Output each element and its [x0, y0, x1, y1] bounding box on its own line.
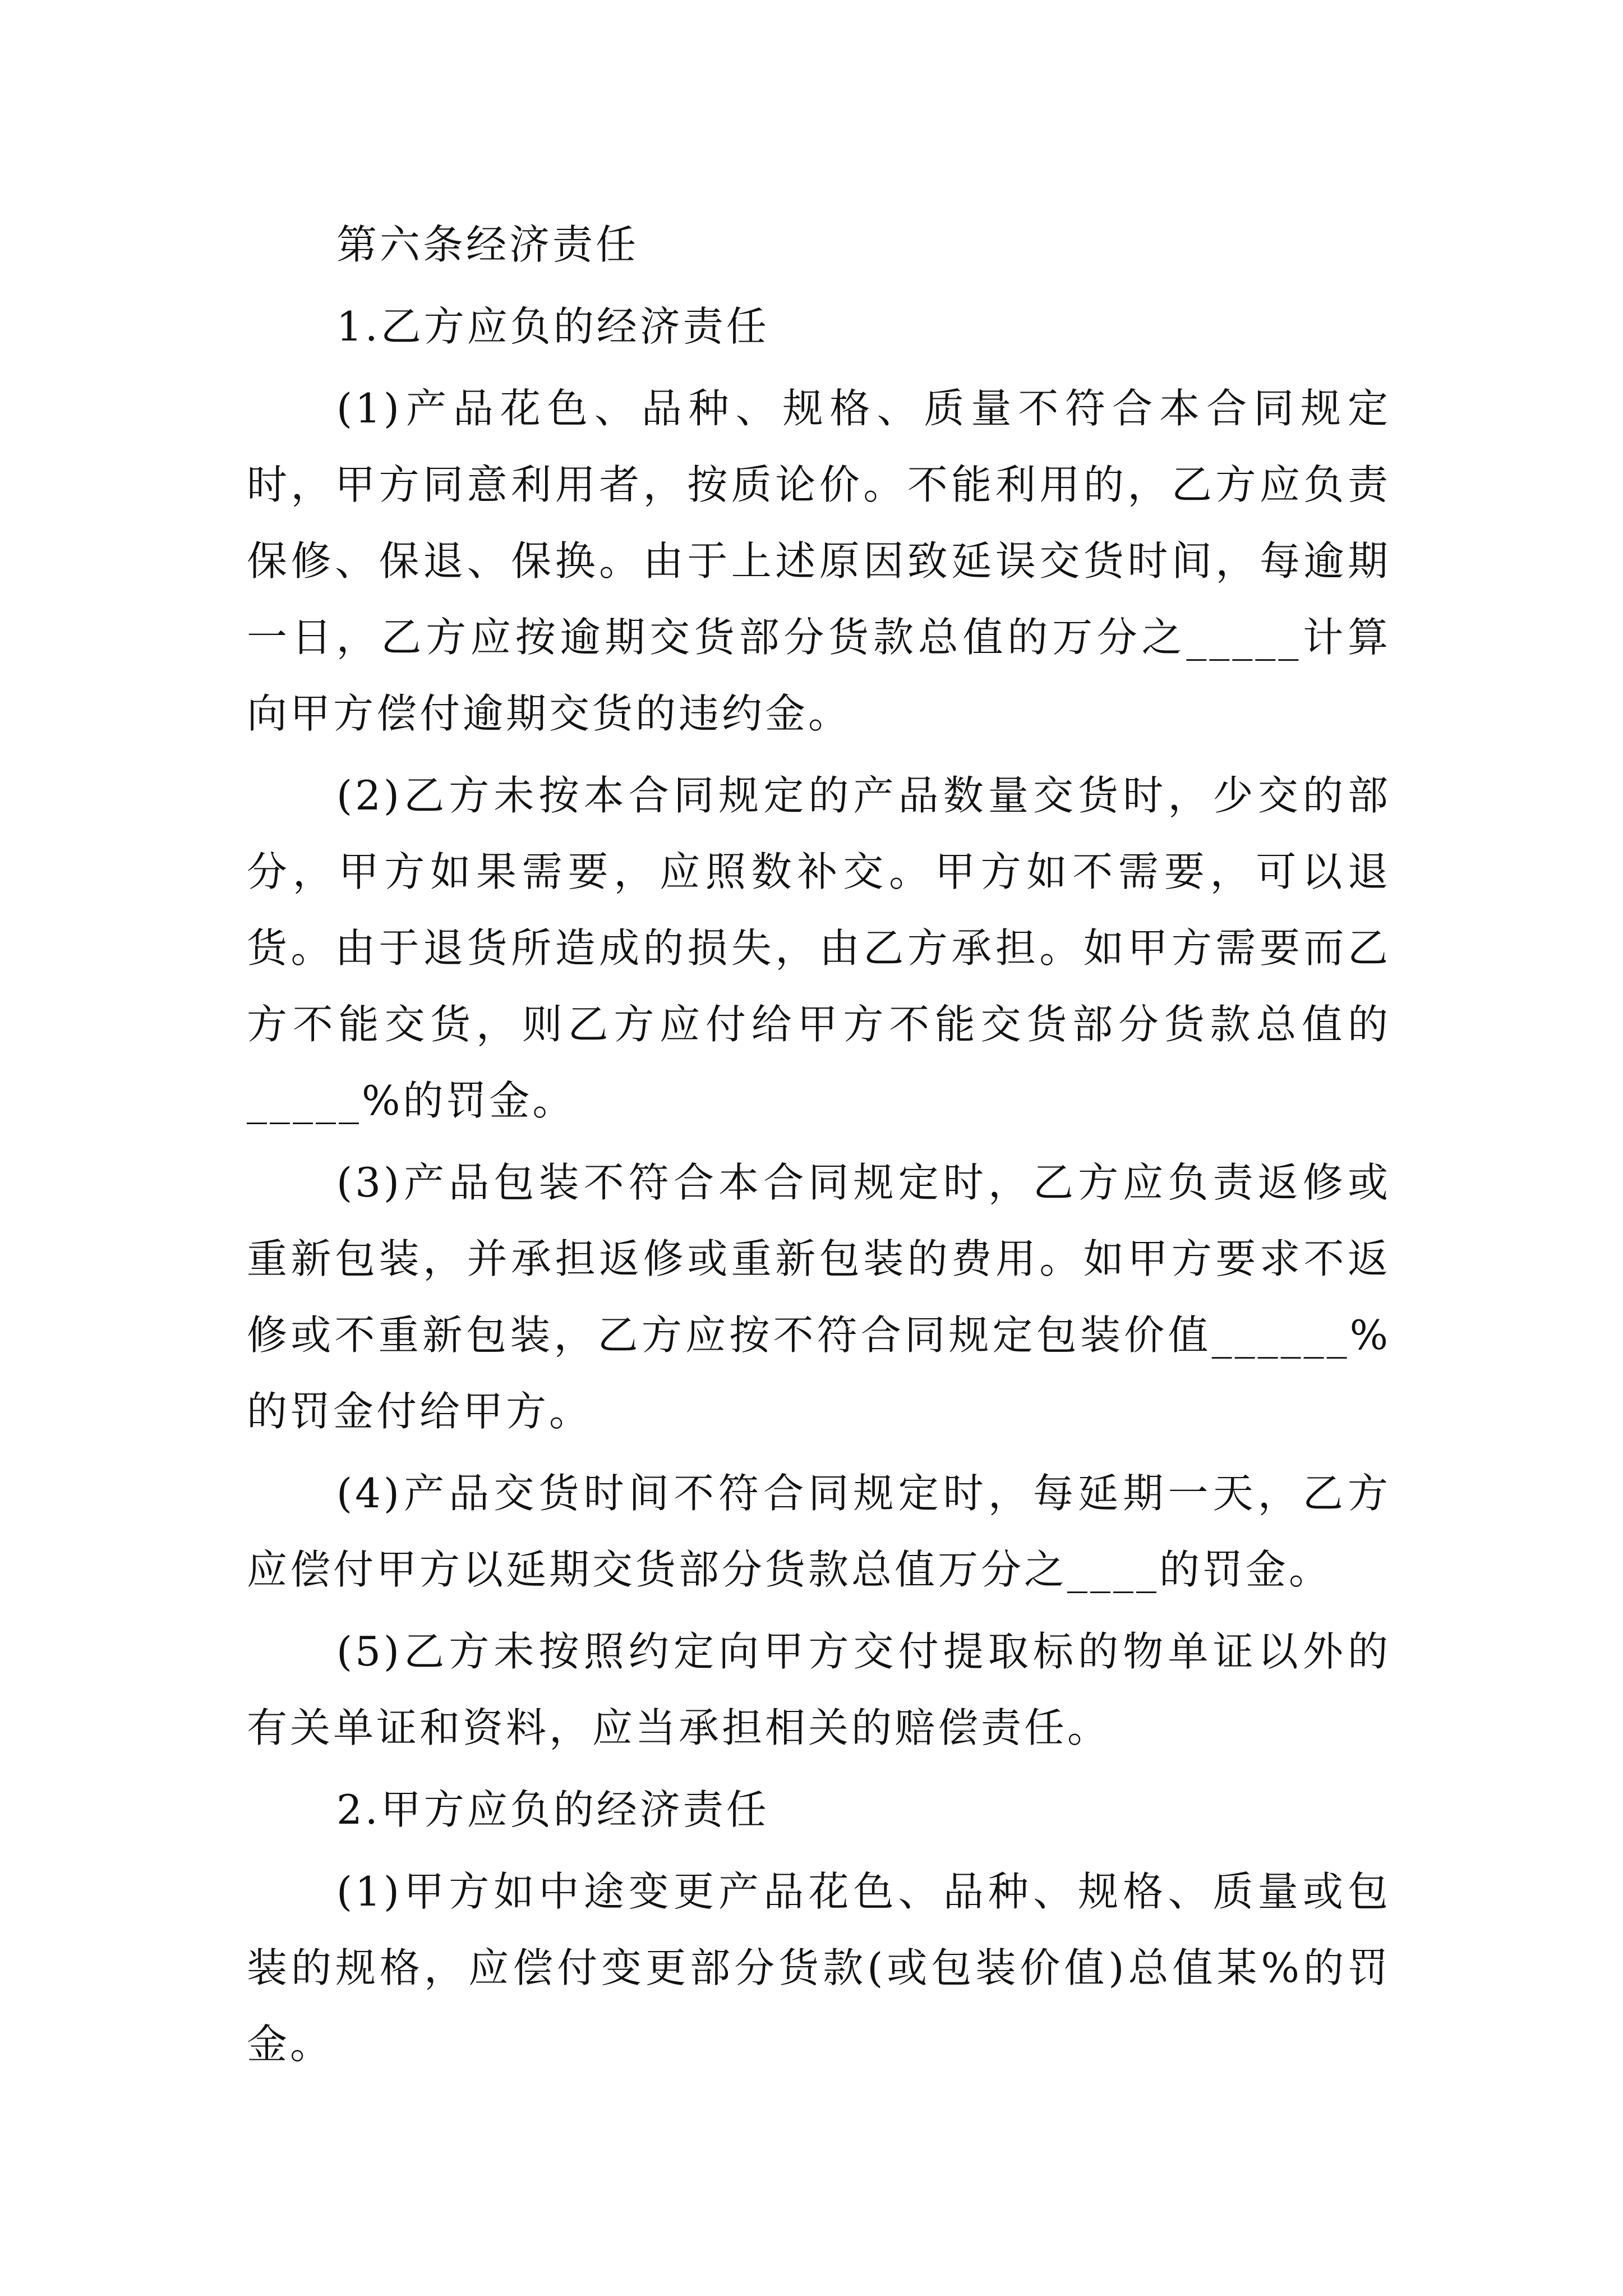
- clause-paragraph: (3)产品包装不符合本合同规定时，乙方应负责返修或重新包装，并承担返修或重新包装的费用。如甲方要求不返修或不重新包装，乙方应按不符合同规定包装价值______%的罚金付给甲方。: [247, 1159, 1391, 1435]
- clause-paragraph: (1)产品花色、品种、规格、质量不符合本合同规定时，甲方同意利用者，按质论价。不能利用的，乙方应负责保修、保退、保换。由于上述原因致延误交货时间，每逾期一日，乙方应按逾期交货部分货款总值的万分之_____计算向甲方偿付逾期交货的违约金。: [247, 385, 1391, 737]
- section-heading-party-a: 2.甲方应负的经济责任: [336, 1786, 769, 1833]
- clause-paragraph: (2)乙方未按本合同规定的产品数量交货时，少交的部分，甲方如果需要，应照数补交。甲方如不需要，可以退货。由于退货所造成的损失，由乙方承担。如甲方需要而乙方不能交货，则乙方应付给甲方不能交货部分货款总值的_____%的罚金。: [247, 772, 1391, 1124]
- article-heading: 第六条经济责任: [336, 221, 639, 268]
- section-heading-party-b: 1.乙方应负的经济责任: [336, 303, 769, 350]
- clause-paragraph: (4)产品交货时间不符合同规定时，每延期一天，乙方应偿付甲方以延期交货部分货款总值万分之____的罚金。: [247, 1470, 1391, 1593]
- clause-paragraph: (5)乙方未按照约定向甲方交付提取标的物单证以外的有关单证和资料，应当承担相关的赔偿责任。: [247, 1628, 1391, 1751]
- clause-paragraph: (1)甲方如中途变更产品花色、品种、规格、质量或包装的规格，应偿付变更部分货款(或包装价值)总值某%的罚金。: [247, 1868, 1391, 2068]
- document-body: [247, 206, 1391, 2082]
